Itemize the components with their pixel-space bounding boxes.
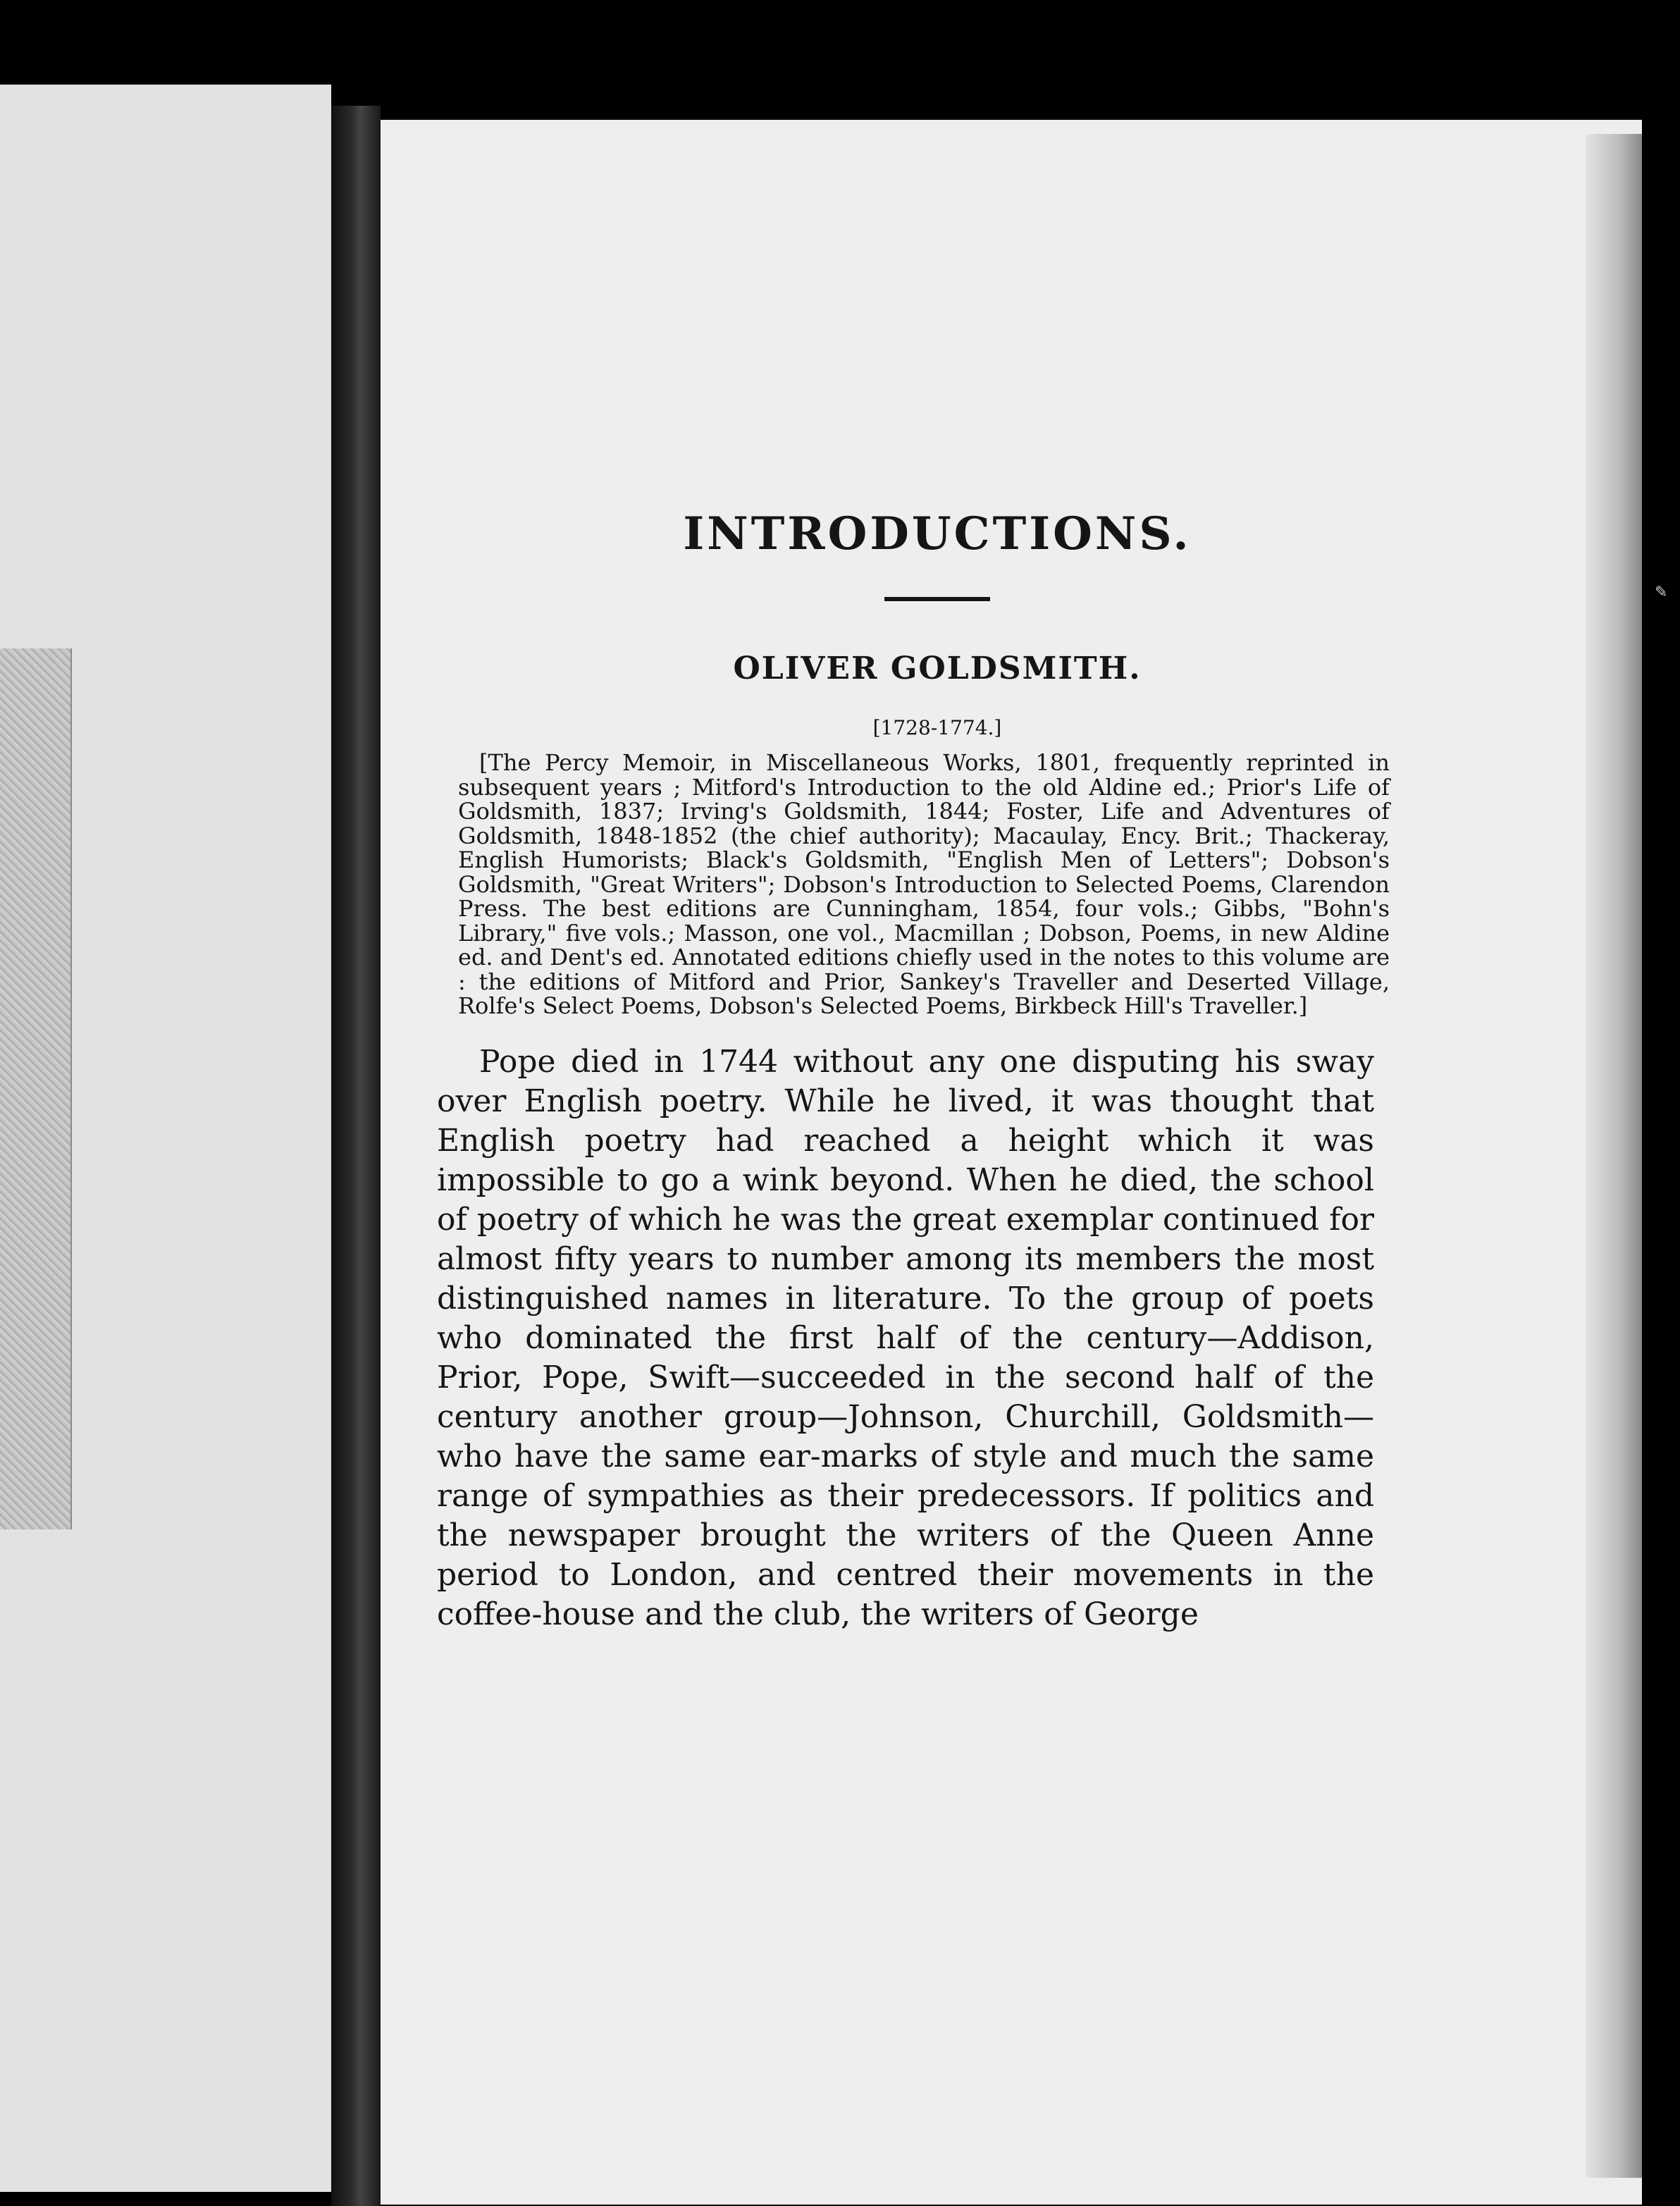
book-gutter [331,106,381,2206]
bibliography-note: [The Percy Memoir, in Miscellaneous Works, 1801, frequently reprinted in subsequent years ; Mitford's Introduction to the old Aldine ed.; Prior's Life of Goldsmith, 1837; Irving's Goldsmith, 1844; Foster, Life and Adventures of Goldsmith, 1848-1852 (the chief authority); Macaulay, Ency. Brit.; Thackeray, English Humorists; Black's Goldsmith, "English Men of Letters"; Dobson's Goldsmith, "Great Writers"; Dobson's Introduction to Selected Poems, Clarendon Press. The best editions are Cunningham, 1854, four vols.; Gibbs, "Bohn's Library," five vols.; Masson, one vol., Macmillan ; Dobson, Poems, in new Aldine ed. and Dent's ed. Annotated editions chiefly used in the notes to this volume are : the editions of Mitford and Prior, Sankey's Traveller and Deserted Village, Rolfe's Select Poems, Dobson's Selected Poems, Birkbeck Hill's Traveller.] [458,749,1390,1020]
author-dates: [1728-1774.] [872,715,1002,739]
section-heading: OLIVER GOLDSMITH. [733,650,1142,686]
page-title: INTRODUCTIONS. [683,507,1192,560]
body-paragraph: Pope died in 1744 without any one disputing his sway over English poetry. While he lived, it was thought that English poetry had reached a height which it was impossible to go a wink beyond. When he died, the school of poetry of which he was the great exemplar continued for almost fifty years to number among its members the most distinguished names in literature. To the group of poets who dominated the first half of the century—Addison, Prior, Pope, Swift—succeeded in the second half of the century another group—Johnson, Churchill, Goldsmith—who have the same ear-marks of style and much the same range of sympathies as their predecessors. If politics and the newspaper brought the writers of the Queen Anne period to London, and centred their movements in the coffee-house and the club, the writers of George [437,1043,1374,1632]
page-content [437,507,1395,1634]
facing-plate-illustration [0,648,72,1529]
title-rule [884,597,990,601]
scan-artifact: ✎ [1655,584,1668,601]
page-edge-shadow [1586,134,1642,2178]
left-facing-page [0,85,331,2192]
